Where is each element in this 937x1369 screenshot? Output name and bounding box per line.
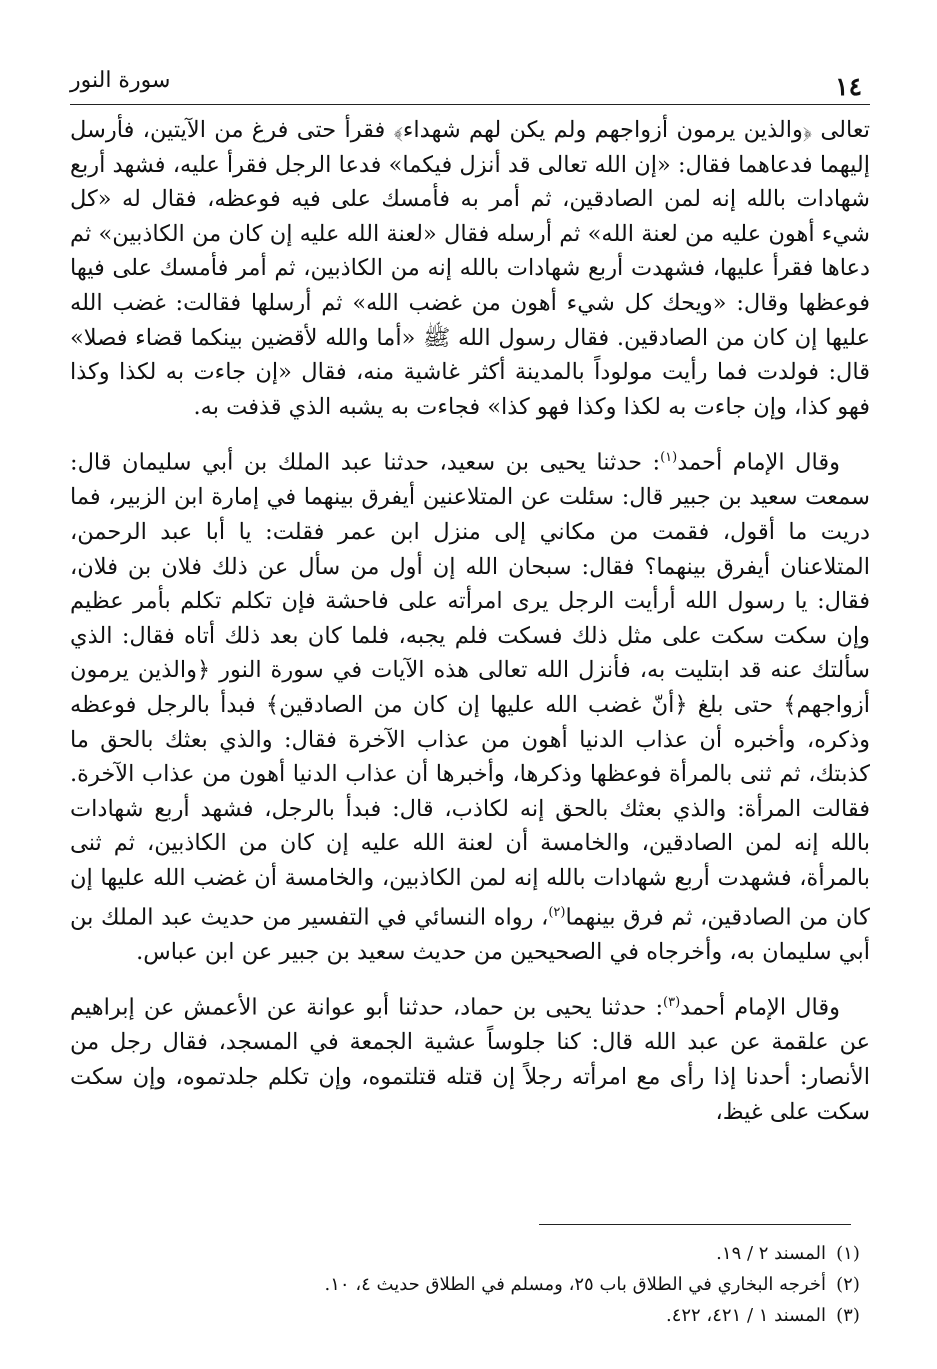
paragraph-3 — [70, 986, 870, 1129]
footnote-number: (٢) — [836, 1274, 860, 1295]
page-header — [70, 66, 870, 106]
footnote-item — [70, 1269, 870, 1300]
page-number: ١٤ — [835, 72, 862, 101]
paragraph-2 — [70, 441, 870, 969]
footnotes — [70, 1238, 870, 1331]
footnote-ref-2: (٢) — [548, 904, 566, 920]
footnote-text: المسند ٢ / ١٩. — [716, 1243, 826, 1264]
surah-title: سورة النور — [70, 68, 171, 93]
footnote-ref-3: (٣) — [663, 995, 681, 1011]
paragraph-2-lead: وقال الإمام أحمد — [677, 449, 840, 476]
paragraph-3-lead: وقال الإمام أحمد — [680, 994, 840, 1021]
footnote-text: المسند ١ / ٤٢١، ٤٢٢. — [665, 1305, 826, 1326]
footnote-item — [70, 1300, 870, 1331]
footnote-item — [70, 1238, 870, 1269]
paragraph-1: تعالى ﴿والذين يرمون أزواجهم ولم يكن لهم شهداء﴾ فقرأ حتى فرغ من الآيتين، فأرسل إليهما فدعاهما فقال: «إن الله تعالى قد أنزل فيكما» فدعا الرجل فقرأ عليه، فشهد أربع شهادات بالله إنه لمن الصادقين، ثم أمر به فأمسك على فيه فوعظه، فقال له «كل شيء أهون عليه من لعنة الله» ثم أرسله فقال «لعنة الله عليه إن كان من الكاذبين» ثم دعاها فقرأ عليها، فشهدت أربع شهادات بالله إنه من الكاذبين، ثم أمر فأمسك على فيها فوعظها وقال: «ويحك كل شيء أهون من غضب الله» ثم أرسلها فقالت: غضب الله عليها إن كان من الصادقين. فقال رسول الله ﷺ «أما والله لأقضين بينكما قضاء فصلا» قال: فولدت فما رأيت مولوداً بالمدينة أكثر غاشية منه، فقال «إن جاءت به لكذا وكذا فهو كذا، وإن جاءت به لكذا وكذا فهو كذا» فجاءت به يشبه الذي قذفت به. — [70, 117, 870, 420]
footnote-text: أخرجه البخاري في الطلاق باب ٢٥، ومسلم في الطلاق حديث ٤، ١٠. — [324, 1274, 826, 1295]
footnote-number: (١) — [836, 1243, 860, 1264]
paragraph-2-body: : حدثنا يحيى بن سعيد، حدثنا عبد الملك بن أبي سليمان قال: سمعت سعيد بن جبير قال: سئلت عن المتلاعنين أيفرق بينهما في إمارة ابن الزبير، فما دريت ما أقول، فقمت من مكاني إلى منزل ابن عمر فقلت: يا أبا عبد الرحمن، المتلاعنان أيفرق بينهما؟ فقال: سبحان الله إن أول من سأل عن ذلك فلان بن فلان، فقال: يا رسول الله أرأيت الرجل يرى امرأته على فاحشة فإن تكلم تكلم بأمر عظيم وإن سكت سكت على مثل ذلك فسكت فلم يجبه، فلما كان بعد ذلك أتاه فقال: الذي سألتك عنه قد ابتليت به، فأنزل الله تعالى هذه الآيات في سورة النور ﴿والذين يرمون أزواجهم﴾ حتى بلغ ﴿أنّ غضب الله عليها إن كان من الصادقين﴾ فبدأ بالرجل فوعظه وذكره، وأخبره أن عذاب الدنيا أهون من عذاب الآخرة فقال: والذي بعثك بالحق ما كذبتك، ثم ثنى بالمرأة فوعظها وذكرها، وأخبرها أن عذاب الدنيا أهون من عذاب الآخرة. فقالت المرأة: والذي بعثك بالحق إنه لكاذب، قال: فبدأ بالرجل، فشهد أربع شهادات بالله إنه لمن الصادقين، والخامسة أن لعنة الله عليه إن كان من الكاذبين، ثم ثنى بالمرأة، فشهدت أربع شهادات بالله إنه لمن الكاذبين، والخامسة أن غضب الله عليها إن كان من الصادقين، ثم فرق بينهما — [70, 449, 870, 931]
footnote-divider — [539, 1224, 851, 1225]
paragraph-3-body: : حدثنا يحيى بن حماد، حدثنا أبو عوانة عن الأعمش عن إبراهيم عن علقمة عن عبد الله قال: كنا جلوساً عشية الجمعة في المسجد، فقال رجل من الأنصار: أحدنا إذا رأى مع امرأته رجلاً إن قتله قتلتموه، وإن تكلم جلدتموه، وإن سكت سكت على غيظ، — [70, 994, 870, 1125]
body-text — [70, 113, 870, 1146]
footnote-ref-1: (١) — [660, 450, 678, 466]
paragraph-2-tail: ، رواه النسائي في التفسير من حديث عبد الملك بن أبي سليمان به، وأخرجاه في الصحيحين من حديث سعيد بن جبير عن ابن عباس. — [70, 904, 870, 965]
footnote-number: (٣) — [836, 1305, 860, 1326]
header-divider — [70, 104, 870, 105]
